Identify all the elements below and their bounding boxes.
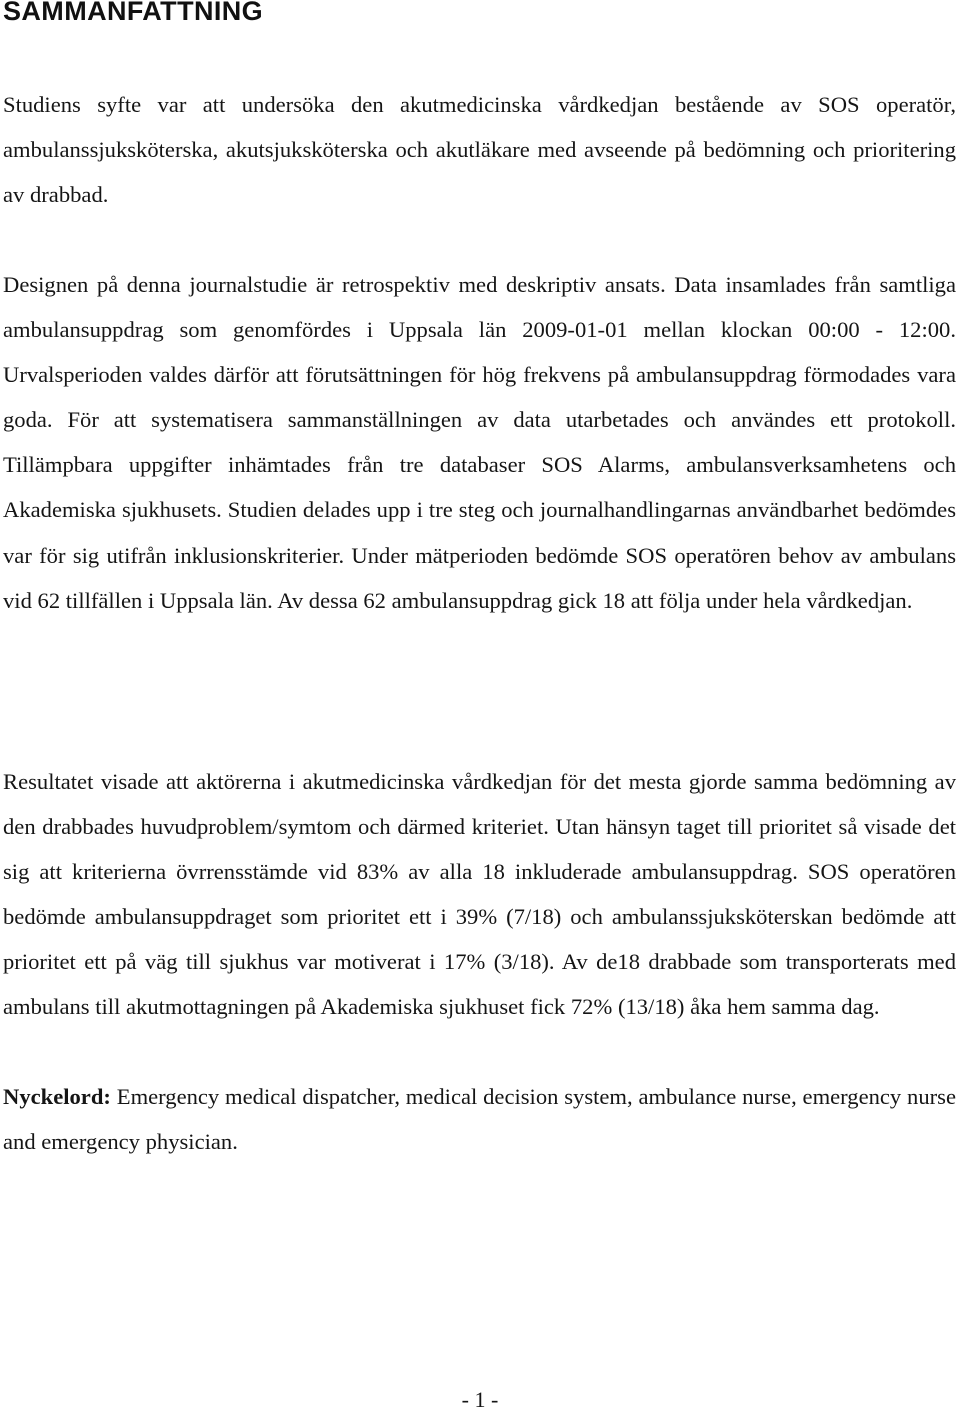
paragraph-results: Resultatet visade att aktörerna i akutmedicinska vårdkedjan för det mesta gjorde samma bedömning av den drabbades huvudproblem/symtom och därmed kriteriet. Utan hänsyn taget till prioritet så visade det sig att kriterierna övrrensstämde vid 83% av alla 18 inkluderade ambulansuppdrag. SOS operatören bedömde ambulansuppdraget som prioritet ett i 39% (7/18) och ambulanssjuksköterskan bedömde att prioritet ett på väg till sjukhus var motiverat i 17% (3/18). Av de18 drabbade som transporterats med ambulans till akutmottagningen på Akademiska sjukhuset fick 72% (13/18) åka hem samma dag. (3, 769, 956, 1020)
keywords-paragraph (3, 1074, 956, 1164)
paragraph-purpose: Studiens syfte var att undersöka den akutmedicinska vårdkedjan bestående av SOS operatör, ambulanssjuksköterska, akutsjuksköterska och akutläkare med avseende på bedömning och prioritering av drabbad. (3, 92, 956, 208)
page-number: - 1 - (461, 1387, 499, 1412)
keywords-text: Emergency medical dispatcher, medical decision system, ambulance nurse, emergency nurse and emergency physician. (3, 1084, 956, 1155)
section-heading: SAMMANFATTNING (3, 0, 264, 26)
keywords-label: Nyckelord: (3, 1084, 111, 1109)
paragraph-method: Designen på denna journalstudie är retrospektiv med deskriptiv ansats. Data insamlades från samtliga ambulansuppdrag som genomfördes i Uppsala län 2009-01-01 mellan klockan 00:00 - 12:00. Urvalsperioden valdes därför att förutsättningen för hög frekvens på ambulansuppdrag förmodades vara goda. För att systematisera sammanställningen av data utarbetades och användes ett protokoll. Tillämpbara uppgifter inhämtades från tre databaser SOS Alarms, ambulansverksamhetens och Akademiska sjukhusets. Studien delades upp i tre steg och journalhandlingarnas användbarhet bedömdes var för sig utifrån inklusionskriterier. Under mätperioden bedömde SOS operatören behov av ambulans vid 62 tillfällen i Uppsala län. Av dessa 62 ambulansuppdrag gick 18 att följa under hela vårdkedjan. (3, 272, 956, 613)
